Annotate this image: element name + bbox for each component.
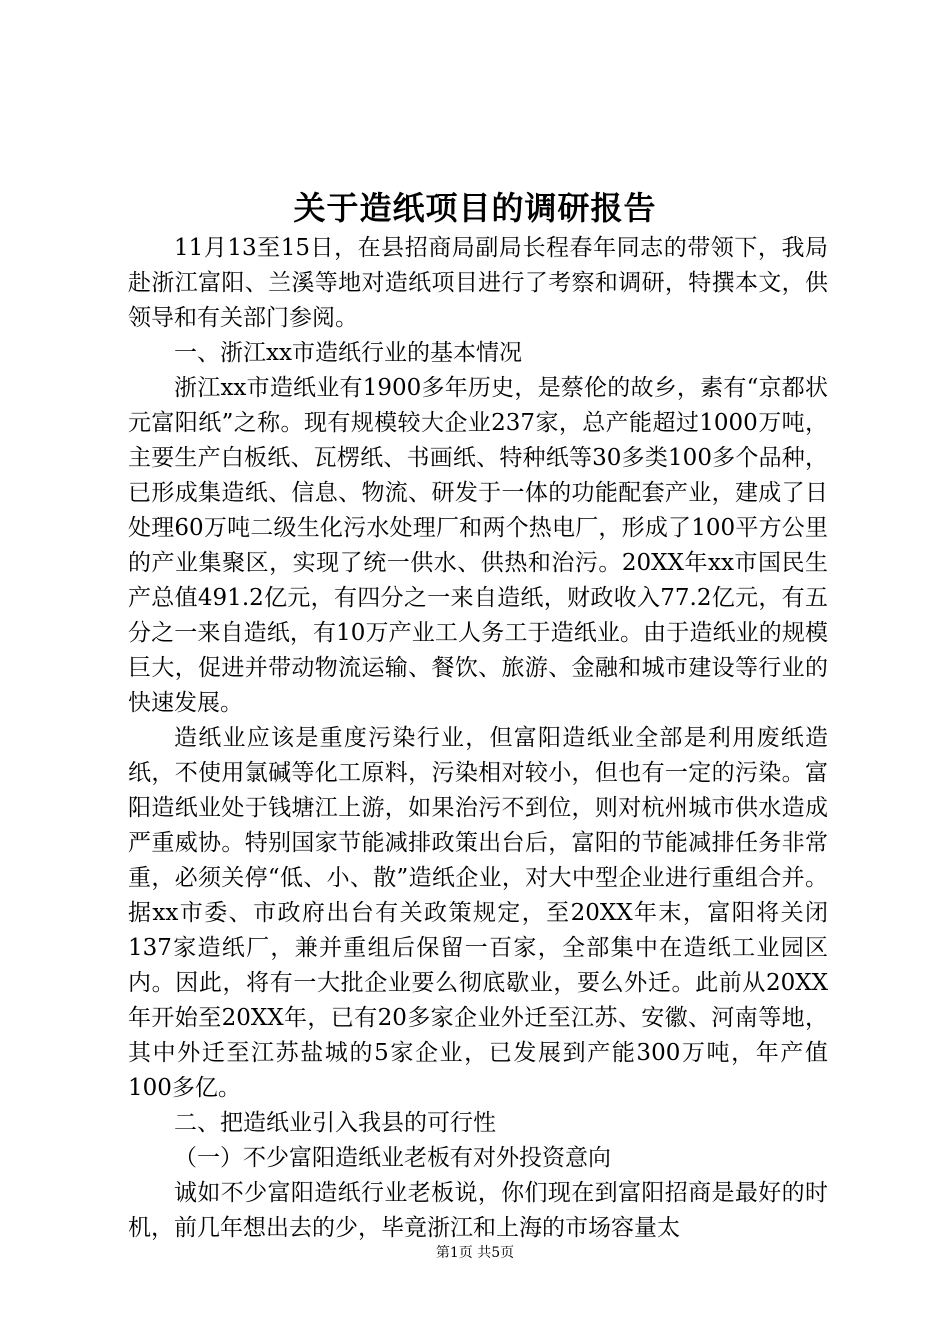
section-heading-2: 二、把造纸业引入我县的可行性 <box>174 1110 496 1136</box>
paragraph-intro: 11月13至15日，在县招商局副局长程春年同志的带领下，我局赴浙江富阳、兰溪等地对造纸项目进行了考察和调研，特撰本文，供领导和有关部门参阅。 <box>128 235 828 331</box>
document-body <box>128 231 828 1246</box>
paragraph-investment: 诚如不少富阳造纸行业老板说，你们现在到富阳招商是最好的时机，前几年想出去的少，毕竟浙江和上海的市场容量太 <box>128 1180 828 1241</box>
document-title: 关于造纸项目的调研报告 <box>293 189 657 227</box>
paragraph-pollution: 造纸业应该是重度污染行业，但富阳造纸业全部是利用废纸造纸，不使用氯碱等化工原料，污染相对较小，但也有一定的污染。富阳造纸业处于钱塘江上游，如果治污不到位，则对杭州城市供水造成严重威协。特别国家节能减排政策出台后，富阳的节能减排任务非常重，必须关停“低、小、散”造纸企业，对大中型企业进行重组合并。据xx市委、市政府出台有关政策规定，至20XX年末，富阳将关闭137家造纸厂，兼并重组后保留一百家，全部集中在造纸工业园区内。因此，将有一大批企业要么彻底歇业，要么外迁。此前从20XX年开始至20XX年，已有20多家企业外迁至江苏、安徽、河南等地，其中外迁至江苏盐城的5家企业，已发展到产能300万吨，年产值100多亿。 <box>128 725 828 1101</box>
section-heading-1: 一、浙江xx市造纸行业的基本情况 <box>174 340 522 366</box>
subsection-heading-1: （一）不少富阳造纸业老板有对外投资意向 <box>174 1145 611 1171</box>
page-footer: 第1页 共5页 <box>435 1245 515 1261</box>
paragraph-industry-overview: 浙江xx市造纸业有1900多年历史，是蔡伦的故乡，素有“京都状元富阳纸”之称。现有规模较大企业237家，总产能超过1000万吨，主要生产白板纸、瓦楞纸、书画纸、特种纸等30多类100多个品种，已形成集造纸、信息、物流、研发于一体的功能配套产业，建成了日处理60万吨二级生化污水处理厂和两个热电厂，形成了100平方公里的产业集聚区，实现了统一供水、供热和治污。20XX年xx市国民生产总值491.2亿元，有四分之一来自造纸，财政收入77.2亿元，有五分之一来自造纸，有10万产业工人务工于造纸业。由于造纸业的规模巨大，促进并带动物流运输、餐饮、旅游、金融和城市建设等行业的快速发展。 <box>128 375 828 716</box>
